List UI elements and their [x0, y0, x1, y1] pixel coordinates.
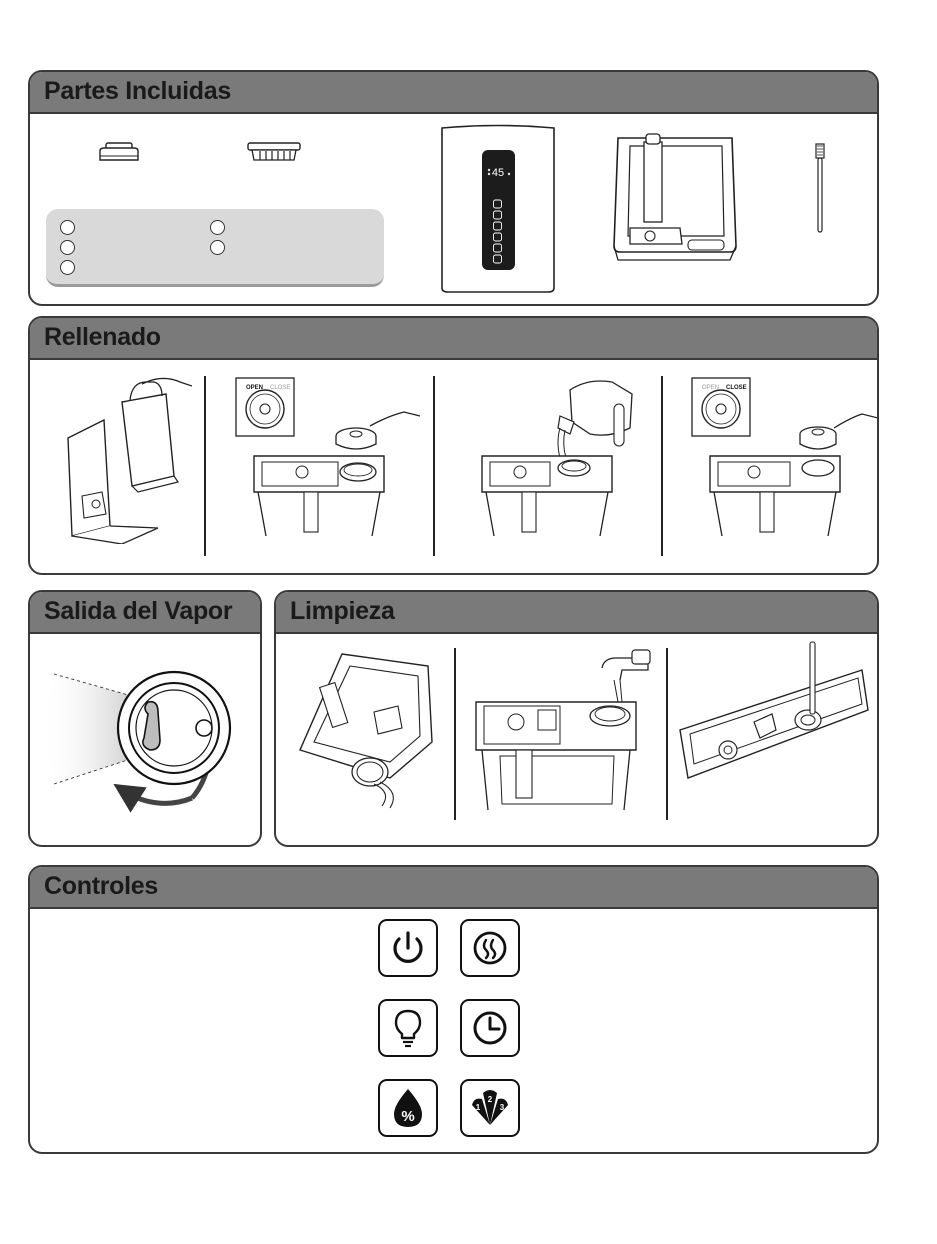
legend-marker-1: [60, 220, 75, 235]
warm-mist-button[interactable]: [460, 919, 520, 977]
step-divider: [661, 376, 663, 556]
section-header: [30, 867, 877, 909]
close-label: CLOSE: [270, 385, 291, 391]
timer-clock-icon: [462, 1001, 518, 1055]
step-empty-tank-illustration: [294, 646, 444, 810]
legend-marker-4: [210, 220, 225, 235]
section-header: [30, 72, 877, 114]
step-lift-tank-illustration: [62, 376, 192, 544]
step-brush-clean-illustration: [676, 638, 872, 808]
rellenado-section: [28, 316, 879, 575]
filter-cartridge-part-illustration: [244, 140, 304, 166]
limpieza-section: [274, 590, 879, 847]
mist-nozzle-rotation-illustration: [36, 642, 258, 842]
section-title: Rellenado: [44, 323, 161, 351]
power-icon: [380, 921, 436, 975]
legend-marker-2: [60, 240, 75, 255]
cleaning-brush-illustration: [810, 142, 830, 238]
humidity-symbol: %: [401, 1108, 415, 1125]
light-button[interactable]: [378, 999, 438, 1057]
mist-level-button[interactable]: [460, 1079, 520, 1137]
section-title: Salida del Vapor: [44, 597, 233, 625]
mist-level-3: 3: [499, 1103, 505, 1112]
step-divider: [433, 376, 435, 556]
step-close-cap-illustration: [690, 376, 879, 546]
humidifier-base-illustration: [436, 124, 560, 294]
section-header: [30, 318, 877, 360]
section-header: [30, 592, 260, 634]
section-title: Partes Incluidas: [44, 77, 231, 105]
humidity-button[interactable]: [378, 1079, 438, 1137]
open-label: OPEN: [702, 385, 720, 391]
parts-legend: [46, 209, 384, 287]
step-divider: [454, 648, 456, 820]
partes-incluidas-section: [28, 70, 879, 306]
mist-level-1: 1: [475, 1103, 481, 1112]
legend-marker-3: [60, 260, 75, 275]
step-open-cap-illustration: [234, 376, 424, 546]
display-readout: 45: [491, 167, 505, 179]
tank-cap-part-illustration: [96, 140, 142, 166]
water-tank-illustration: [610, 128, 740, 264]
light-bulb-icon: [380, 1001, 436, 1055]
close-label: CLOSE: [726, 385, 747, 391]
section-header: [276, 592, 877, 634]
section-title: Controles: [44, 872, 158, 900]
step-pour-water-illustration: [462, 376, 652, 546]
humidity-percent-icon: [380, 1081, 436, 1135]
section-title: Limpieza: [290, 597, 395, 625]
step-divider: [204, 376, 206, 556]
controles-section: [28, 865, 879, 1154]
warm-mist-icon: [462, 921, 518, 975]
mist-level-icon: [462, 1081, 518, 1135]
step-rinse-tank-illustration: [464, 644, 660, 814]
power-button[interactable]: [378, 919, 438, 977]
mist-level-2: 2: [487, 1095, 493, 1104]
timer-button[interactable]: [460, 999, 520, 1057]
salida-del-vapor-section: [28, 590, 262, 847]
open-label: OPEN: [246, 385, 264, 391]
legend-marker-5: [210, 240, 225, 255]
step-divider: [666, 648, 668, 820]
